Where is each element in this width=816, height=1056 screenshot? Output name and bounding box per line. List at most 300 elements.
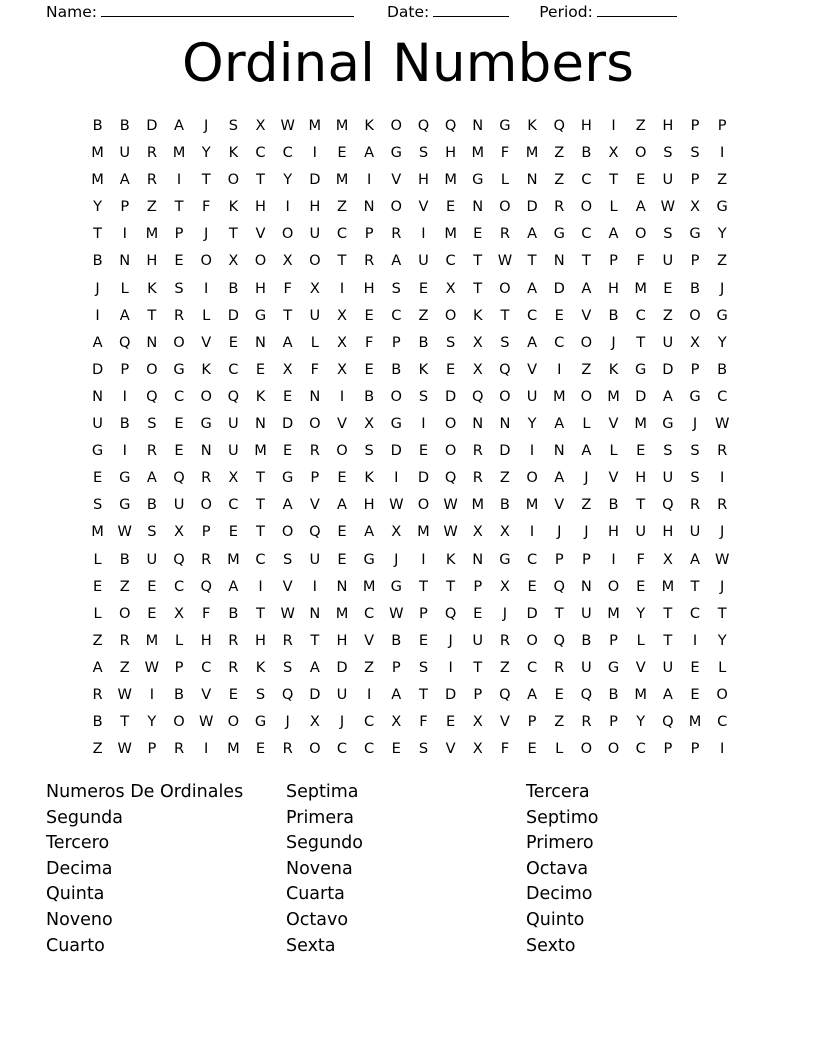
grid-cell[interactable]: I: [312, 577, 317, 595]
grid-cell[interactable]: U: [146, 550, 158, 568]
grid-cell[interactable]: M: [607, 604, 620, 622]
grid-cell[interactable]: V: [364, 631, 375, 649]
grid-cell[interactable]: P: [609, 631, 618, 649]
grid-cell[interactable]: Z: [635, 117, 646, 134]
grid-cell[interactable]: H: [146, 252, 158, 270]
grid-cell[interactable]: E: [418, 279, 429, 297]
grid-cell[interactable]: O: [580, 198, 593, 216]
grid-cell[interactable]: G: [499, 117, 511, 134]
grid-cell[interactable]: J: [448, 631, 453, 649]
grid-cell[interactable]: X: [472, 333, 483, 351]
grid-cell[interactable]: C: [173, 577, 185, 595]
grid-cell[interactable]: W: [117, 740, 132, 758]
grid-cell[interactable]: F: [500, 740, 510, 758]
grid-cell[interactable]: P: [201, 523, 211, 541]
grid-cell[interactable]: P: [419, 604, 428, 622]
grid-cell[interactable]: O: [526, 631, 538, 649]
grid-cell[interactable]: G: [254, 713, 267, 731]
grid-cell[interactable]: I: [720, 469, 725, 487]
grid-cell[interactable]: M: [661, 577, 675, 595]
grid-cell[interactable]: Z: [92, 631, 103, 649]
grid-cell[interactable]: T: [201, 171, 211, 189]
grid-cell[interactable]: O: [580, 333, 593, 351]
grid-cell[interactable]: T: [256, 171, 265, 189]
grid-cell[interactable]: S: [690, 469, 700, 487]
grid-cell[interactable]: R: [717, 496, 728, 514]
grid-cell[interactable]: L: [93, 604, 102, 622]
grid-cell[interactable]: O: [336, 442, 348, 460]
grid-cell[interactable]: S: [663, 144, 673, 162]
grid-cell[interactable]: E: [663, 279, 673, 297]
grid-cell[interactable]: M: [254, 442, 267, 460]
grid-cell[interactable]: I: [339, 387, 345, 405]
grid-cell[interactable]: T: [636, 496, 646, 514]
grid-cell[interactable]: G: [282, 469, 294, 487]
grid-cell[interactable]: T: [256, 523, 265, 541]
grid-cell[interactable]: O: [200, 496, 212, 514]
grid-cell[interactable]: M: [525, 144, 539, 162]
grid-cell[interactable]: O: [254, 252, 267, 270]
grid-cell[interactable]: Q: [173, 550, 185, 568]
grid-cell[interactable]: B: [690, 279, 701, 297]
grid-cell[interactable]: E: [636, 577, 646, 595]
grid-cell[interactable]: L: [636, 631, 645, 649]
grid-cell[interactable]: D: [309, 685, 321, 703]
grid-cell[interactable]: Z: [717, 252, 728, 270]
grid-cell[interactable]: O: [281, 523, 294, 541]
grid-cell[interactable]: M: [444, 225, 457, 243]
grid-cell[interactable]: E: [174, 442, 184, 460]
grid-cell[interactable]: E: [364, 306, 374, 324]
grid-cell[interactable]: A: [228, 577, 239, 595]
grid-cell[interactable]: X: [309, 279, 320, 297]
grid-cell[interactable]: E: [418, 631, 429, 649]
grid-cell[interactable]: U: [581, 658, 592, 676]
grid-cell[interactable]: X: [255, 117, 266, 134]
grid-cell[interactable]: W: [443, 523, 458, 541]
grid-cell[interactable]: B: [717, 360, 728, 378]
grid-cell[interactable]: O: [417, 496, 430, 514]
grid-cell[interactable]: T: [609, 171, 618, 189]
grid-cell[interactable]: A: [527, 685, 538, 703]
grid-cell[interactable]: F: [500, 144, 510, 162]
grid-cell[interactable]: P: [473, 577, 483, 595]
word-list-item[interactable]: Octava: [526, 858, 589, 879]
grid-cell[interactable]: I: [611, 550, 616, 568]
grid-cell[interactable]: N: [472, 415, 484, 433]
grid-cell[interactable]: J: [584, 523, 589, 541]
grid-cell[interactable]: A: [581, 279, 592, 297]
grid-cell[interactable]: Z: [554, 713, 565, 731]
grid-cell[interactable]: T: [473, 658, 483, 676]
grid-cell[interactable]: P: [473, 685, 483, 703]
grid-cell[interactable]: C: [635, 306, 646, 324]
grid-cell[interactable]: L: [93, 550, 102, 568]
grid-cell[interactable]: T: [120, 713, 130, 731]
grid-cell[interactable]: E: [337, 550, 347, 568]
grid-cell[interactable]: P: [310, 469, 320, 487]
grid-cell[interactable]: L: [609, 442, 618, 460]
grid-cell[interactable]: G: [91, 442, 104, 460]
grid-cell[interactable]: Q: [200, 577, 212, 595]
grid-cell[interactable]: S: [147, 523, 157, 541]
grid-cell[interactable]: O: [200, 387, 212, 405]
grid-cell[interactable]: Z: [364, 658, 375, 676]
grid-cell[interactable]: V: [445, 740, 456, 758]
grid-cell[interactable]: C: [526, 306, 538, 324]
word-list-item[interactable]: Quinto: [526, 909, 585, 930]
grid-cell[interactable]: C: [255, 550, 266, 568]
grid-cell[interactable]: D: [282, 415, 294, 433]
grid-cell[interactable]: H: [445, 144, 457, 162]
word-list-item[interactable]: Cuarto: [46, 935, 105, 956]
grid-cell[interactable]: J: [584, 469, 589, 487]
grid-cell[interactable]: X: [228, 469, 239, 487]
word-list-item[interactable]: Segunda: [46, 807, 123, 828]
grid-cell[interactable]: Q: [580, 685, 593, 703]
grid-cell[interactable]: O: [634, 144, 647, 162]
grid-cell[interactable]: E: [337, 523, 347, 541]
grid-cell[interactable]: G: [472, 171, 484, 189]
grid-cell[interactable]: X: [472, 713, 483, 731]
grid-cell[interactable]: U: [526, 387, 538, 405]
grid-cell[interactable]: E: [690, 658, 700, 676]
grid-cell[interactable]: B: [608, 306, 619, 324]
grid-cell[interactable]: M: [634, 685, 647, 703]
grid-cell[interactable]: A: [527, 279, 538, 297]
grid-cell[interactable]: T: [473, 252, 483, 270]
grid-cell[interactable]: V: [554, 496, 565, 514]
grid-cell[interactable]: Y: [717, 631, 727, 649]
grid-cell[interactable]: C: [554, 333, 565, 351]
grid-cell[interactable]: A: [119, 171, 130, 189]
grid-cell[interactable]: J: [611, 333, 616, 351]
grid-cell[interactable]: Q: [309, 523, 321, 541]
grid-cell[interactable]: H: [336, 631, 348, 649]
grid-cell[interactable]: W: [117, 523, 132, 541]
grid-cell[interactable]: K: [228, 144, 239, 162]
grid-cell[interactable]: X: [309, 713, 320, 731]
grid-cell[interactable]: E: [636, 442, 646, 460]
grid-cell[interactable]: I: [611, 117, 616, 134]
grid-cell[interactable]: S: [418, 658, 429, 676]
grid-cell[interactable]: C: [581, 171, 592, 189]
grid-cell[interactable]: G: [689, 225, 701, 243]
grid-cell[interactable]: M: [471, 144, 485, 162]
grid-cell[interactable]: U: [309, 306, 321, 324]
grid-cell[interactable]: R: [499, 225, 510, 243]
grid-cell[interactable]: Z: [336, 198, 347, 216]
grid-cell[interactable]: G: [173, 360, 185, 378]
grid-cell[interactable]: M: [91, 171, 104, 189]
grid-cell[interactable]: T: [717, 604, 727, 622]
grid-cell[interactable]: X: [391, 713, 402, 731]
grid-cell[interactable]: X: [336, 306, 347, 324]
grid-cell[interactable]: K: [527, 117, 537, 134]
grid-cell[interactable]: E: [228, 333, 238, 351]
grid-cell[interactable]: Y: [527, 415, 537, 433]
grid-cell[interactable]: E: [527, 577, 537, 595]
grid-cell[interactable]: T: [527, 252, 537, 270]
grid-cell[interactable]: A: [554, 415, 565, 433]
grid-cell[interactable]: A: [554, 469, 565, 487]
grid-cell[interactable]: C: [336, 740, 348, 758]
grid-cell[interactable]: E: [391, 740, 401, 758]
grid-cell[interactable]: G: [254, 306, 267, 324]
grid-cell[interactable]: E: [255, 740, 266, 758]
grid-cell[interactable]: J: [720, 523, 725, 541]
grid-cell[interactable]: Q: [499, 685, 511, 703]
grid-cell[interactable]: O: [634, 225, 647, 243]
grid-cell[interactable]: D: [309, 171, 321, 189]
grid-cell[interactable]: C: [228, 496, 239, 514]
grid-cell[interactable]: N: [119, 252, 131, 270]
grid-cell[interactable]: O: [716, 685, 728, 703]
grid-cell[interactable]: E: [174, 415, 184, 433]
grid-cell[interactable]: Q: [662, 496, 674, 514]
grid-cell[interactable]: O: [227, 171, 240, 189]
word-list-item[interactable]: Tercero: [46, 833, 110, 854]
grid-cell[interactable]: P: [120, 360, 130, 378]
grid-cell[interactable]: E: [445, 198, 456, 216]
grid-cell[interactable]: N: [92, 387, 104, 405]
grid-cell[interactable]: C: [336, 225, 348, 243]
grid-cell[interactable]: P: [527, 713, 537, 731]
grid-cell[interactable]: U: [635, 523, 647, 541]
grid-cell[interactable]: O: [499, 198, 511, 216]
grid-cell[interactable]: Z: [499, 658, 510, 676]
grid-cell[interactable]: D: [390, 442, 402, 460]
grid-cell[interactable]: H: [200, 631, 212, 649]
grid-cell[interactable]: E: [228, 685, 238, 703]
grid-cell[interactable]: V: [201, 333, 212, 351]
grid-cell[interactable]: B: [391, 360, 402, 378]
grid-cell[interactable]: H: [363, 496, 375, 514]
grid-cell[interactable]: Z: [146, 198, 157, 216]
grid-cell[interactable]: I: [366, 171, 372, 189]
grid-cell[interactable]: X: [472, 523, 483, 541]
grid-cell[interactable]: Q: [444, 604, 457, 622]
grid-cell[interactable]: X: [228, 252, 239, 270]
grid-cell[interactable]: S: [174, 279, 184, 297]
grid-cell[interactable]: X: [662, 550, 673, 568]
grid-cell[interactable]: G: [390, 577, 402, 595]
grid-cell[interactable]: U: [662, 333, 674, 351]
grid-cell[interactable]: U: [689, 523, 701, 541]
grid-cell[interactable]: P: [609, 252, 618, 270]
grid-cell[interactable]: H: [255, 279, 266, 297]
grid-cell[interactable]: H: [309, 198, 321, 216]
grid-cell[interactable]: S: [663, 225, 673, 243]
grid-cell[interactable]: S: [500, 333, 510, 351]
grid-cell[interactable]: R: [581, 713, 592, 731]
grid-cell[interactable]: Z: [119, 658, 130, 676]
grid-cell[interactable]: R: [228, 631, 239, 649]
grid-cell[interactable]: N: [553, 252, 565, 270]
grid-cell[interactable]: M: [308, 117, 322, 134]
grid-cell[interactable]: N: [309, 604, 321, 622]
grid-cell[interactable]: O: [200, 252, 212, 270]
grid-cell[interactable]: A: [92, 333, 103, 351]
grid-cell[interactable]: E: [554, 685, 564, 703]
grid-cell[interactable]: A: [581, 442, 592, 460]
grid-cell[interactable]: M: [634, 415, 647, 433]
grid-cell[interactable]: E: [337, 469, 347, 487]
grid-cell[interactable]: Q: [472, 387, 484, 405]
grid-cell[interactable]: S: [283, 658, 293, 676]
grid-cell[interactable]: I: [692, 631, 698, 649]
word-list-item[interactable]: Septimo: [526, 807, 599, 828]
grid-cell[interactable]: G: [119, 496, 131, 514]
grid-cell[interactable]: T: [418, 685, 428, 703]
grid-cell[interactable]: W: [280, 117, 295, 134]
grid-cell[interactable]: K: [608, 360, 619, 378]
grid-cell[interactable]: J: [285, 713, 290, 731]
grid-cell[interactable]: Y: [93, 198, 103, 216]
grid-cell[interactable]: B: [92, 117, 103, 134]
grid-cell[interactable]: M: [145, 631, 159, 649]
grid-cell[interactable]: T: [500, 306, 510, 324]
grid-cell[interactable]: E: [283, 442, 293, 460]
grid-cell[interactable]: Q: [553, 117, 565, 134]
grid-cell[interactable]: O: [444, 442, 457, 460]
grid-cell[interactable]: X: [336, 333, 347, 351]
grid-cell[interactable]: P: [391, 658, 401, 676]
grid-cell[interactable]: Z: [662, 306, 673, 324]
grid-cell[interactable]: E: [418, 442, 429, 460]
grid-cell[interactable]: B: [119, 117, 130, 134]
grid-cell[interactable]: R: [201, 469, 212, 487]
name-write-line[interactable]: [101, 4, 354, 17]
grid-cell[interactable]: X: [472, 360, 483, 378]
grid-cell[interactable]: Q: [444, 469, 457, 487]
grid-cell[interactable]: T: [310, 631, 320, 649]
grid-cell[interactable]: A: [391, 685, 402, 703]
grid-cell[interactable]: I: [720, 740, 725, 758]
grid-cell[interactable]: N: [472, 117, 484, 134]
grid-cell[interactable]: X: [690, 198, 701, 216]
grid-cell[interactable]: F: [283, 279, 292, 297]
grid-cell[interactable]: F: [636, 252, 645, 270]
grid-cell[interactable]: A: [146, 469, 157, 487]
grid-cell[interactable]: W: [389, 496, 404, 514]
grid-cell[interactable]: N: [499, 415, 511, 433]
grid-cell[interactable]: H: [608, 523, 620, 541]
grid-cell[interactable]: Y: [147, 713, 157, 731]
word-list-item[interactable]: Sexto: [526, 935, 576, 956]
grid-cell[interactable]: A: [690, 550, 700, 568]
grid-cell[interactable]: S: [690, 144, 700, 162]
grid-cell[interactable]: R: [173, 740, 185, 758]
grid-cell[interactable]: A: [282, 333, 293, 351]
grid-cell[interactable]: M: [471, 496, 485, 514]
grid-cell[interactable]: C: [526, 550, 538, 568]
grid-cell[interactable]: M: [362, 577, 376, 595]
grid-cell[interactable]: J: [204, 225, 209, 243]
grid-cell[interactable]: G: [553, 225, 565, 243]
grid-cell[interactable]: Z: [554, 171, 565, 189]
grid-cell[interactable]: N: [255, 415, 266, 433]
grid-cell[interactable]: I: [122, 442, 127, 460]
grid-cell[interactable]: I: [529, 442, 535, 460]
grid-cell[interactable]: V: [608, 415, 619, 433]
grid-cell[interactable]: P: [690, 117, 700, 134]
grid-cell[interactable]: V: [336, 415, 347, 433]
grid-cell[interactable]: P: [690, 171, 700, 189]
grid-cell[interactable]: L: [174, 631, 184, 649]
grid-cell[interactable]: P: [364, 225, 374, 243]
grid-cell[interactable]: G: [499, 550, 511, 568]
grid-cell[interactable]: L: [500, 171, 509, 189]
grid-cell[interactable]: N: [336, 577, 348, 595]
grid-cell[interactable]: J: [95, 279, 100, 297]
grid-cell[interactable]: O: [281, 225, 294, 243]
grid-cell[interactable]: E: [174, 252, 184, 270]
grid-cell[interactable]: A: [336, 496, 347, 514]
grid-cell[interactable]: O: [309, 252, 321, 270]
grid-cell[interactable]: F: [202, 604, 211, 622]
grid-cell[interactable]: I: [285, 198, 290, 216]
grid-cell[interactable]: T: [446, 577, 456, 595]
grid-cell[interactable]: J: [394, 550, 399, 568]
grid-cell[interactable]: G: [689, 387, 701, 405]
grid-cell[interactable]: C: [689, 604, 701, 622]
grid-cell[interactable]: Z: [418, 306, 429, 324]
grid-cell[interactable]: D: [526, 198, 538, 216]
grid-cell[interactable]: R: [364, 252, 375, 270]
grid-cell[interactable]: B: [608, 685, 619, 703]
grid-cell[interactable]: I: [421, 415, 426, 433]
grid-cell[interactable]: B: [174, 685, 185, 703]
grid-cell[interactable]: A: [282, 496, 293, 514]
grid-cell[interactable]: A: [92, 658, 103, 676]
grid-cell[interactable]: P: [120, 198, 130, 216]
word-list-item[interactable]: Primero: [526, 833, 594, 854]
grid-cell[interactable]: I: [720, 144, 725, 162]
grid-cell[interactable]: Q: [118, 333, 131, 351]
grid-cell[interactable]: P: [581, 550, 591, 568]
grid-cell[interactable]: Y: [283, 171, 293, 189]
grid-cell[interactable]: S: [364, 442, 374, 460]
grid-cell[interactable]: Q: [173, 469, 185, 487]
grid-cell[interactable]: X: [336, 360, 347, 378]
grid-cell[interactable]: E: [554, 306, 564, 324]
grid-cell[interactable]: X: [174, 604, 185, 622]
grid-cell[interactable]: I: [149, 685, 155, 703]
grid-cell[interactable]: N: [146, 333, 158, 351]
grid-cell[interactable]: K: [255, 658, 266, 676]
grid-cell[interactable]: E: [337, 144, 347, 162]
grid-cell[interactable]: W: [280, 604, 295, 622]
grid-cell[interactable]: B: [364, 387, 375, 405]
grid-cell[interactable]: V: [499, 713, 510, 731]
grid-cell[interactable]: F: [202, 198, 211, 216]
grid-cell[interactable]: O: [118, 604, 131, 622]
grid-cell[interactable]: C: [717, 387, 728, 405]
grid-cell[interactable]: C: [255, 144, 266, 162]
grid-cell[interactable]: C: [526, 658, 538, 676]
grid-cell[interactable]: O: [309, 415, 321, 433]
grid-cell[interactable]: Z: [717, 171, 728, 189]
grid-cell[interactable]: B: [581, 631, 592, 649]
word-list-item[interactable]: Novena: [286, 858, 353, 879]
grid-cell[interactable]: H: [635, 469, 647, 487]
grid-cell[interactable]: M: [525, 496, 539, 514]
grid-cell[interactable]: Q: [662, 713, 674, 731]
grid-cell[interactable]: C: [173, 387, 185, 405]
grid-cell[interactable]: A: [608, 225, 619, 243]
grid-cell[interactable]: D: [417, 469, 430, 487]
